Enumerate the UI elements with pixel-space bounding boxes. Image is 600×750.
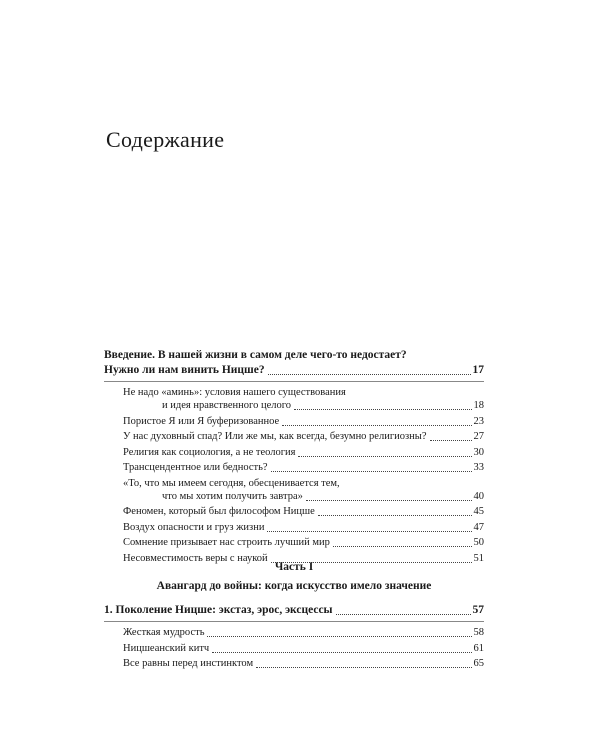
intro-heading: Введение. В нашей жизни в самом деле чего-то недостает?	[104, 349, 407, 361]
part-label: Часть I	[274, 561, 314, 573]
toc-entry-title: Нужно ли нам винить Ницше?	[104, 364, 265, 376]
toc-entry-title: Ницшеанский китч	[123, 642, 210, 654]
toc-entry-title-line2: что мы хотим получить завтра»	[162, 490, 303, 502]
toc-page-number: 58	[473, 627, 484, 638]
dot-leader	[212, 652, 471, 653]
dot-leader	[298, 456, 471, 457]
dot-leader	[294, 409, 471, 410]
toc-entry-title: Воздух опасности и груз жизни	[123, 521, 265, 533]
toc-page-number: 30	[473, 446, 484, 458]
toc-entry-title-line1: Не надо «аминь»: условия нашего существования	[123, 387, 346, 398]
toc-entry-intro-main[interactable]	[104, 363, 484, 378]
toc-entry[interactable]	[104, 505, 484, 519]
toc-page-number: 57	[472, 604, 484, 616]
toc-entry-title: Несовместимость веры с наукой	[123, 552, 268, 564]
toc-entry[interactable]	[104, 657, 484, 671]
toc-page-number: 45	[473, 506, 484, 517]
toc-entry-chapter-1[interactable]	[104, 603, 484, 618]
page-title: Содержание	[106, 127, 225, 152]
dot-leader	[267, 531, 471, 532]
toc-entry[interactable]	[104, 642, 484, 656]
toc-entry-title-line2: и идея нравственного целого	[162, 400, 292, 411]
toc-entry-title: 1. Поколение Ницше: экстаз, эрос, эксцессы	[104, 604, 333, 616]
toc-page-number: 50	[473, 537, 484, 548]
dot-leader	[318, 515, 472, 516]
toc-page-number: 23	[473, 415, 484, 427]
toc-entry-title: У нас духовный спад? Или же мы, как всегда, безумно религиозны?	[123, 431, 427, 442]
toc-entry[interactable]	[104, 430, 484, 444]
toc-entry-title-line1: «То, что мы имеем сегодня, обесценивается тем,	[123, 477, 340, 489]
dot-leader	[430, 440, 472, 441]
toc-entry-title: Феномен, который был философом Ницше	[123, 506, 315, 517]
toc-entry-title: Сомнение призывает нас строить лучший мир	[123, 537, 330, 548]
dot-leader	[256, 667, 471, 668]
toc-page-number: 65	[473, 658, 484, 669]
toc-entry-title: Жесткая мудрость	[123, 627, 205, 638]
dot-leader	[336, 614, 471, 615]
toc-page-number: 61	[473, 642, 484, 654]
toc-entry[interactable]	[104, 521, 484, 535]
dot-leader	[268, 374, 471, 375]
part-title: Авангард до войны: когда искусство имело значение	[156, 580, 432, 592]
intro-entries-list	[104, 386, 484, 566]
toc-entry-title: Пористое Я или Я буферизованное	[123, 415, 280, 427]
toc-part1-section	[104, 603, 484, 673]
toc-entry[interactable]	[104, 415, 484, 429]
dot-leader	[306, 500, 472, 501]
toc-entry[interactable]	[104, 446, 484, 460]
dot-leader	[207, 636, 471, 637]
dot-leader	[282, 425, 471, 426]
toc-intro-section	[104, 348, 484, 567]
toc-page-number: 33	[473, 462, 484, 473]
dot-leader	[333, 546, 472, 547]
section-divider	[104, 621, 484, 622]
toc-entry[interactable]	[104, 461, 484, 475]
toc-entry-title: Все равны перед инстинктом	[123, 658, 254, 669]
toc-page-number: 47	[473, 521, 484, 533]
toc-page-number: 18	[473, 400, 484, 411]
toc-entry[interactable]	[104, 536, 484, 550]
toc-entry[interactable]	[104, 386, 484, 413]
dot-leader	[271, 471, 472, 472]
chapter1-entries-list	[104, 626, 484, 671]
section-divider	[104, 381, 484, 382]
toc-entry[interactable]	[104, 626, 484, 640]
toc-page-number: 40	[473, 490, 484, 502]
part-header	[104, 560, 484, 594]
toc-entry-title: Трансцендентное или бедность?	[123, 462, 268, 473]
toc-page-number: 51	[473, 552, 484, 564]
toc-page-number: 27	[473, 431, 484, 442]
toc-entry-title: Религия как социология, а не теология	[123, 446, 296, 458]
toc-entry[interactable]	[104, 477, 484, 504]
toc-page-number: 17	[472, 364, 484, 376]
